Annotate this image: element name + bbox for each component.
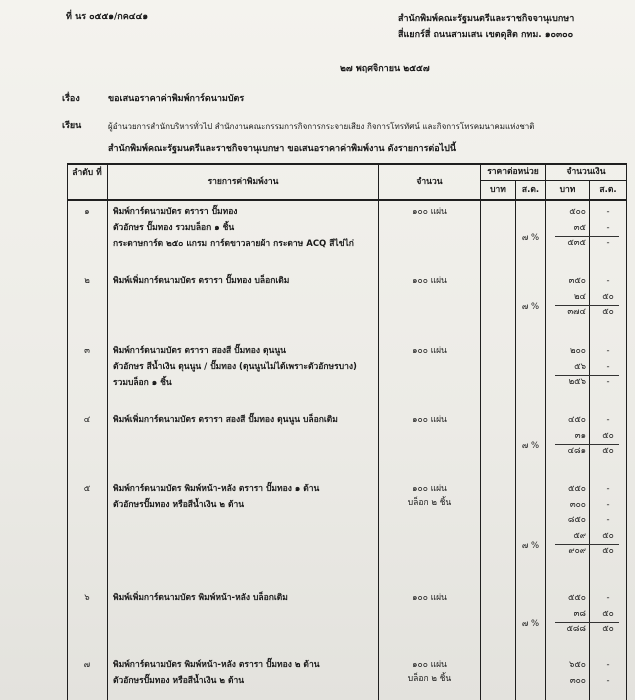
row-quantity: ๑๐๐ แผ่น	[412, 276, 447, 286]
row-description: ตัวอักษร ปั๊มทอง รวมบล็อก ๑ ชิ้น	[113, 223, 235, 233]
recipient-text: ผู้อำนวยการสำนักบริหารทั่วไป สำนักงานคณะกรรมการกิจการกระจายเสียง กิจการโทรทัศน์ และกิจการโทรคมนาคมแห่งชาติ	[108, 122, 535, 131]
row-number: ๕	[83, 484, 91, 494]
row-amount-satang: -	[606, 484, 610, 494]
row-description: ตัวอักษร สีน้ำเงิน ดุนนูน / ปั๊มทอง (ดุนนูนไม่ได้เพราะตัวอักษรบาง)	[113, 362, 357, 372]
row-amount-baht: ๕๙	[573, 530, 586, 541]
row-amount-satang: ๕๐	[602, 546, 614, 556]
row-quantity: ๑๐๐ แผ่น	[412, 415, 447, 425]
row-amount-satang: -	[606, 675, 610, 686]
office-name: สำนักพิมพ์คณะรัฐมนตรีและราชกิจจานุเบกษา	[398, 14, 575, 24]
total-underline	[555, 305, 619, 306]
total-underline	[555, 544, 619, 545]
row-amount-baht: ๓๐๐	[569, 499, 586, 510]
row-amount-baht: ๓๑	[574, 430, 586, 441]
row-description: พิมพ์การ์ดนามบัตร ตรารา ปั๊มทอง	[113, 207, 238, 217]
document-number: ที่ นร ๐๕๕๑/กค๔๔๑	[66, 12, 149, 22]
row-amount-satang: ๕๐	[602, 446, 614, 456]
row-quantity: ๑๐๐ แผ่น	[412, 593, 447, 603]
total-underline	[555, 444, 619, 445]
row-amount-satang: -	[606, 276, 610, 286]
row-description: พิมพ์การ์ดนามบัตร พิมพ์หน้า-หลัง ตรารา ปั๊มทอง ๒ ด้าน	[113, 660, 320, 670]
row-amount-baht: ๙๐๙	[568, 546, 586, 556]
row-number: ๓	[84, 346, 90, 356]
row-quantity: บล็อก ๒ ชิ้น	[407, 674, 452, 684]
row-amount-satang: -	[606, 415, 610, 425]
row-amount-satang: ๕๐	[602, 608, 614, 619]
row-amount-baht: ๓๘	[573, 608, 586, 619]
row-amount-satang: -	[606, 377, 610, 387]
price-table	[67, 163, 627, 700]
row-amount-baht: ๕๖	[574, 361, 586, 372]
row-number: ๗	[83, 660, 91, 670]
header-no: ลำดับ ที่	[72, 168, 102, 178]
total-underline	[555, 622, 619, 623]
row-amount-satang: -	[606, 593, 610, 603]
office-address: สี่แยกร์สี่ ถนนสามเสน เขตดุสิต กทม. ๑๐๓๐๐	[398, 30, 574, 40]
row-amount-satang: -	[606, 515, 610, 525]
row-number: ๖	[84, 593, 90, 603]
header-total-satang: ส.ต.	[599, 185, 617, 195]
total-underline	[555, 375, 619, 376]
row-number: ๒	[84, 276, 90, 286]
header-item: รายการค่าพิมพ์งาน	[207, 177, 279, 187]
row-vat-rate: ๗ %	[521, 232, 540, 243]
row-amount-baht: ๖๕๐	[568, 660, 586, 670]
row-amount-baht: ๕๐๐	[569, 207, 586, 217]
row-vat-rate: ๗ %	[521, 618, 540, 629]
row-amount-baht: ๘๕๐	[567, 515, 586, 525]
header-unit-satang: ส.ต.	[521, 185, 540, 195]
row-amount-baht: ๓๕	[573, 222, 586, 233]
recipient-label: เรียน	[62, 121, 82, 131]
header-unit-baht: บาท	[490, 185, 506, 195]
header-total: จำนวนเงิน	[566, 167, 606, 177]
row-amount-baht: ๓๐๐	[569, 675, 586, 686]
row-amount-satang: ๕๐	[602, 307, 614, 317]
row-amount-satang: -	[606, 660, 610, 670]
row-description: รวมบล็อก ๑ ชิ้น	[113, 378, 172, 388]
header-unit-price: ราคาต่อหน่วย	[487, 167, 539, 177]
total-underline	[555, 236, 619, 237]
row-amount-baht: ๕๓๕	[567, 238, 586, 248]
row-description: ตัวอักษรปั๊มทอง หรือสีน้ำเงิน ๒ ด้าน	[113, 676, 245, 686]
row-description: พิมพ์เพิ่มการ์ดนามบัตร ตรารา สองสี ปั๊มทอง ดุนนูน บล็อกเดิม	[113, 415, 338, 425]
intro-text: สำนักพิมพ์คณะรัฐมนตรีและราชกิจจานุเบกษา ขอเสนอราคาค่าพิมพ์งาน ดังรายการต่อไปนี้	[108, 144, 457, 154]
row-amount-baht: ๒๐๐	[570, 346, 586, 356]
row-amount-baht: ๕๕๐	[567, 593, 586, 603]
row-amount-satang: -	[606, 238, 610, 248]
row-amount-satang: ๕๐	[602, 530, 614, 541]
row-vat-rate: ๗ %	[521, 440, 540, 451]
row-amount-satang: ๕๐	[602, 430, 614, 441]
row-quantity: ๑๐๐ แผ่น	[412, 207, 447, 217]
row-quantity: บล็อก ๒ ชิ้น	[407, 498, 452, 508]
row-number: ๔	[83, 415, 91, 425]
row-amount-satang: ๕๐	[602, 291, 614, 302]
row-amount-baht: ๒๔	[573, 291, 586, 302]
row-description: กระดาษการ์ด ๒๕๐ แกรม การ์ดขาวลายผ้า กระดาษ ACQ สีไข่ไก่	[113, 239, 354, 249]
row-number: ๑	[84, 207, 90, 217]
row-quantity: ๑๐๐ แผ่น	[412, 660, 447, 670]
row-description: พิมพ์การ์ดนามบัตร พิมพ์หน้า-หลัง ตรารา ปั๊มทอง ๑ ด้าน	[113, 484, 320, 494]
row-amount-satang: -	[606, 346, 610, 356]
document-date: ๒๗ พฤศจิกายน ๒๕๕๗	[340, 64, 430, 74]
row-amount-satang: ๕๐	[602, 624, 614, 634]
row-description: พิมพ์เพิ่มการ์ดนามบัตร ตรารา ปั๊มทอง บล็อกเดิม	[113, 276, 290, 286]
subject-text: ขอเสนอราคาค่าพิมพ์การ์ดนามบัตร	[108, 94, 245, 104]
row-amount-satang: -	[606, 222, 610, 233]
header-qty: จำนวน	[416, 177, 443, 187]
row-amount-baht: ๕๘๘	[566, 624, 586, 634]
row-amount-baht: ๒๕๖	[568, 377, 586, 387]
row-description: พิมพ์การ์ดนามบัตร ตรารา สองสี ปั๊มทอง ดุนนูน	[113, 346, 286, 356]
row-amount-satang: -	[606, 499, 610, 510]
header-total-baht: บาท	[559, 185, 576, 195]
row-amount-satang: -	[606, 207, 610, 217]
row-amount-baht: ๓๕๐	[568, 276, 586, 286]
row-vat-rate: ๗ %	[521, 301, 540, 312]
row-amount-baht: ๔๕๐	[567, 415, 586, 425]
row-amount-satang: -	[606, 361, 610, 372]
row-amount-baht: ๔๘๑	[567, 446, 586, 456]
row-quantity: ๑๐๐ แผ่น	[412, 346, 447, 356]
row-description: พิมพ์เพิ่มการ์ดนามบัตร พิมพ์หน้า-หลัง บล็อกเดิม	[113, 593, 288, 603]
row-amount-baht: ๕๕๐	[567, 484, 586, 494]
row-quantity: ๑๐๐ แผ่น	[412, 484, 447, 494]
row-amount-baht: ๓๗๔	[567, 307, 586, 317]
subject-label: เรื่อง	[62, 94, 80, 104]
row-description: ตัวอักษรปั๊มทอง หรือสีน้ำเงิน ๒ ด้าน	[113, 500, 245, 510]
row-vat-rate: ๗ %	[521, 540, 540, 551]
